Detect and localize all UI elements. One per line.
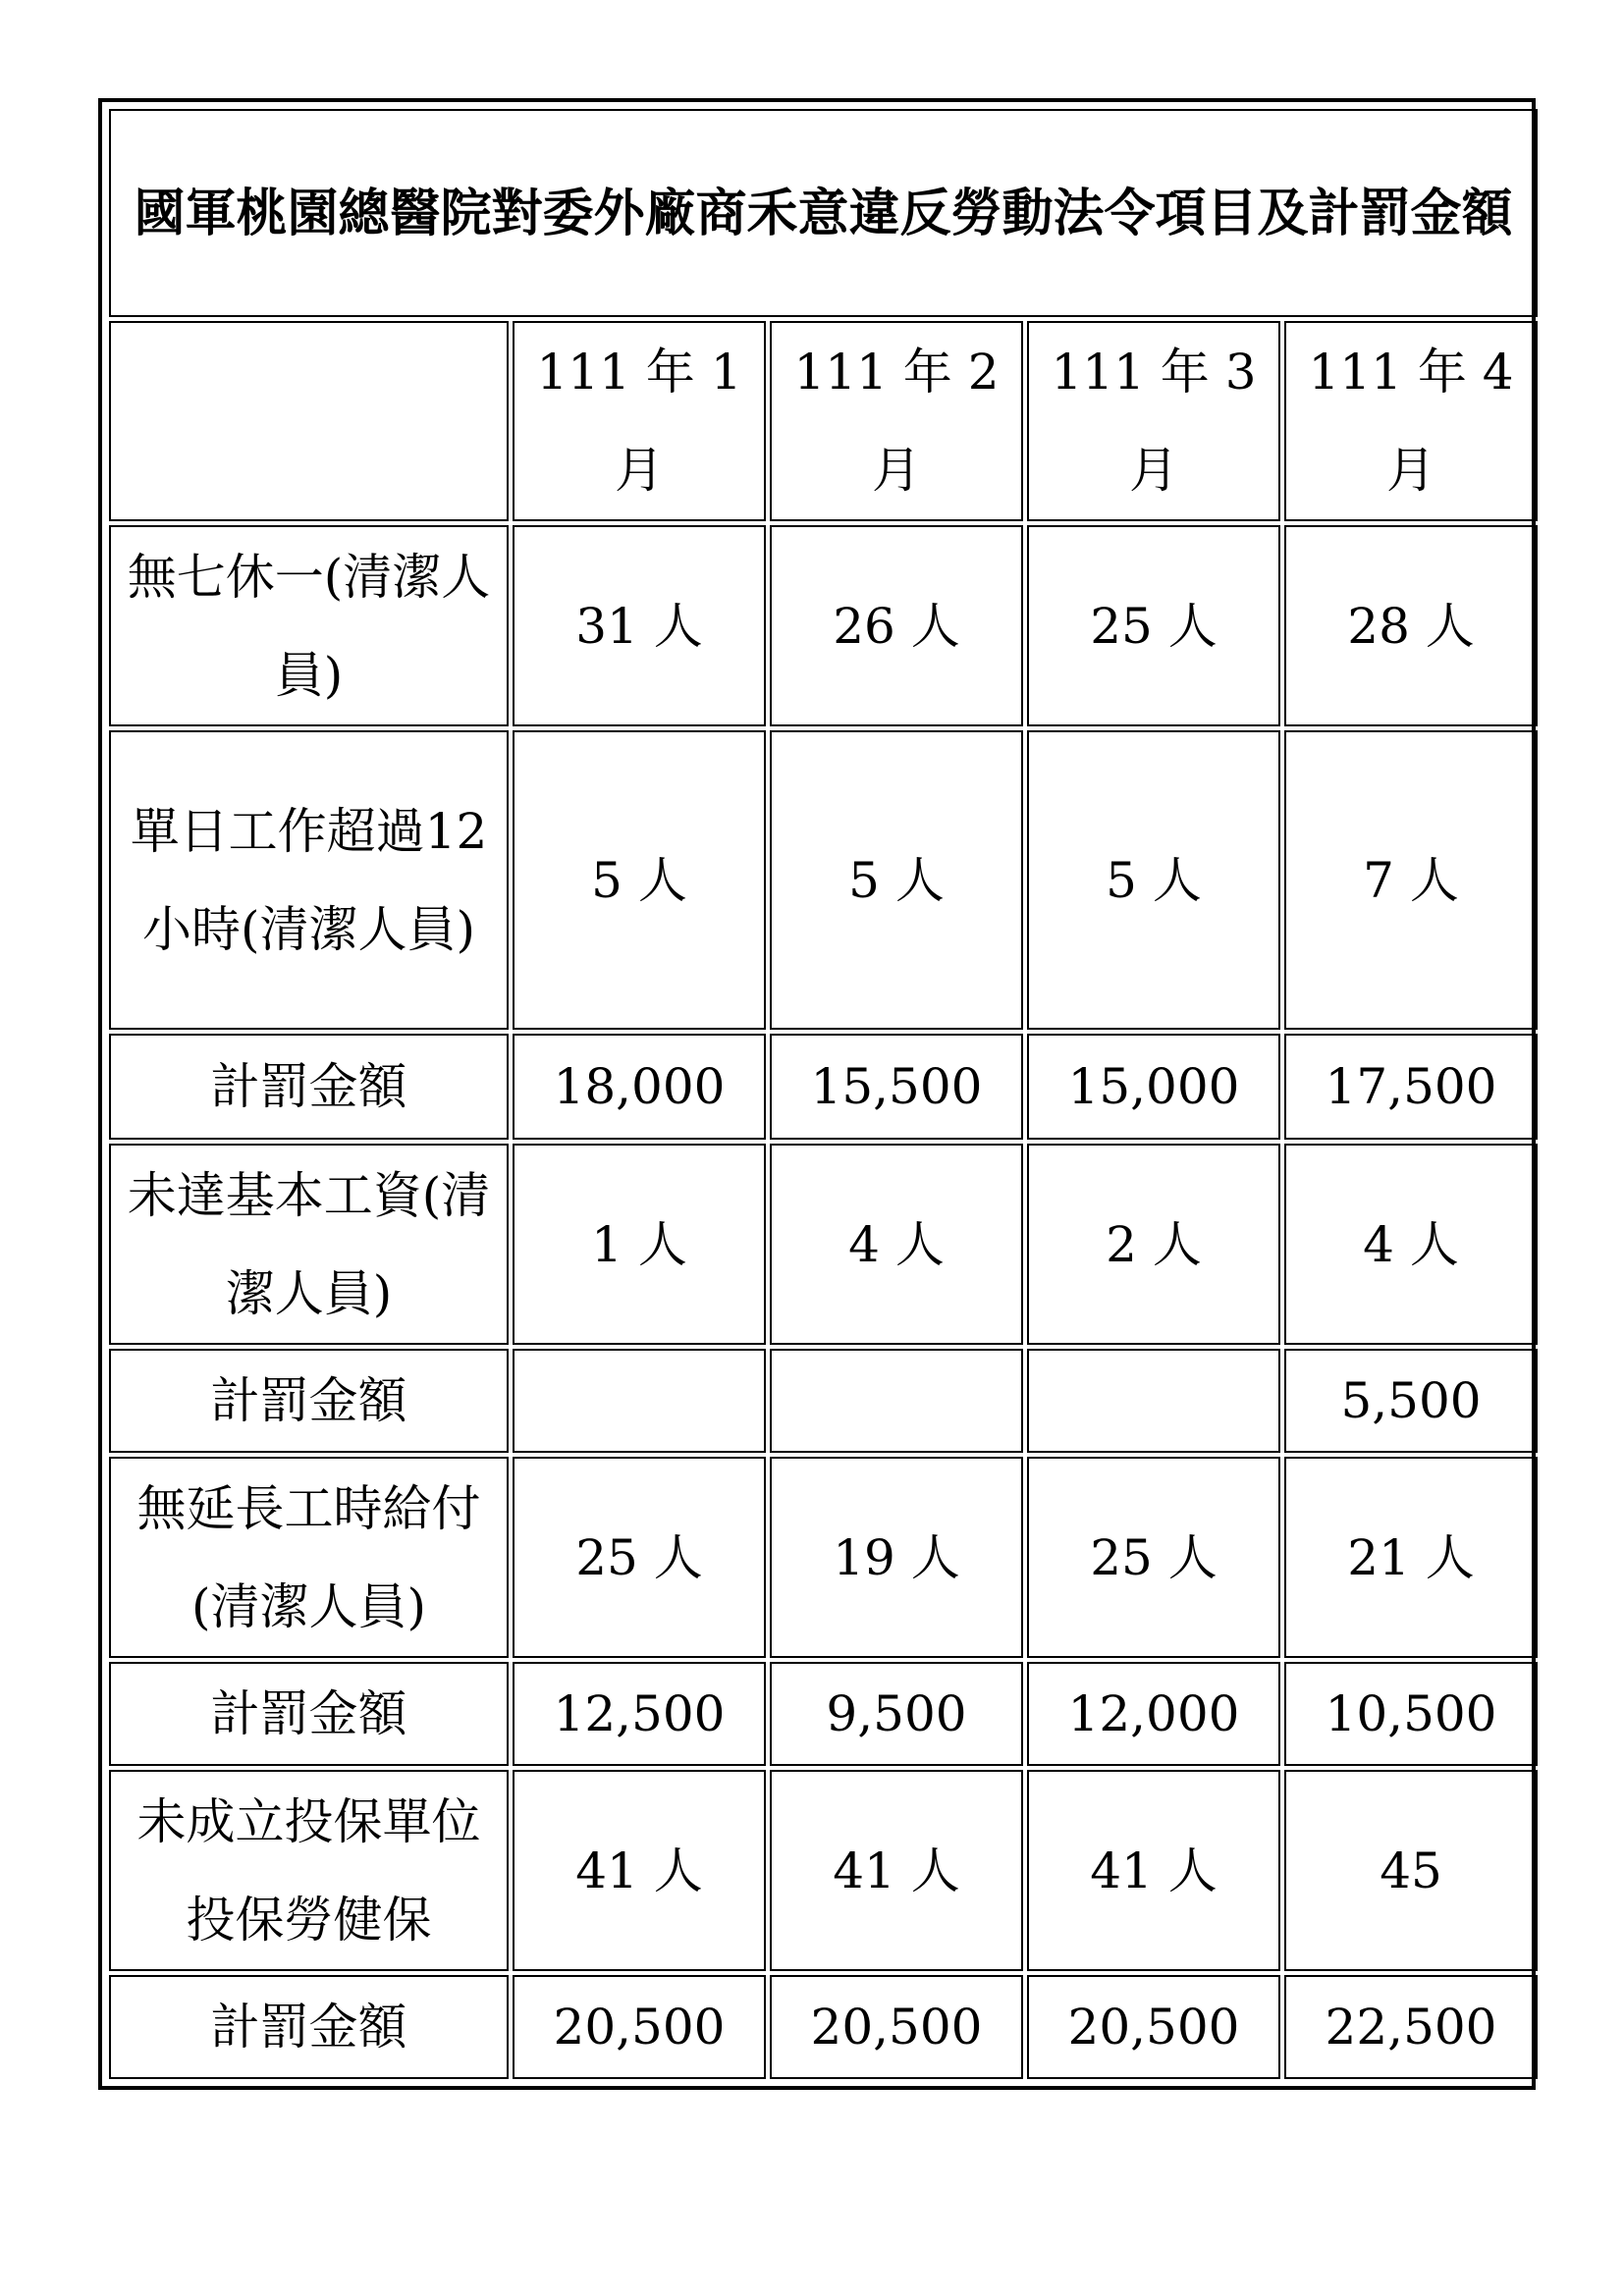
table-cell: 7 人 [1284,730,1538,1030]
table-cell: 5 人 [1027,730,1280,1030]
table-title: 國軍桃園總醫院對委外廠商禾意違反勞動法令項目及計罰金額 [109,109,1538,317]
table-row [109,1975,1538,2079]
row-label: 未達基本工資(清潔人員) [109,1144,509,1345]
document-page [98,98,1536,2090]
table-cell: 12,500 [513,1662,766,1766]
row-label: 計罰金額 [109,1034,509,1140]
table-row [109,1144,1538,1345]
table-row [109,730,1538,1030]
table-cell: 21 人 [1284,1457,1538,1658]
table-cell: 12,000 [1027,1662,1280,1766]
row-label: 計罰金額 [109,1975,509,2079]
table-cell [1027,1349,1280,1453]
table-cell: 4 人 [770,1144,1023,1345]
table-cell: 18,000 [513,1034,766,1140]
table-cell [770,1349,1023,1453]
table-cell: 31 人 [513,525,766,726]
table-cell: 22,500 [1284,1975,1538,2079]
table-cell: 25 人 [1027,525,1280,726]
table-cell: 28 人 [1284,525,1538,726]
row-label: 無延長工時給付(清潔人員) [109,1457,509,1658]
header-cell-corner [109,321,509,521]
header-cell-apr: 111 年 4 月 [1284,321,1538,521]
row-label: 未成立投保單位投保勞健保 [109,1770,509,1971]
table-row [109,1770,1538,1971]
table-cell: 20,500 [770,1975,1023,2079]
table-cell: 15,500 [770,1034,1023,1140]
table-cell: 41 人 [770,1770,1023,1971]
header-cell-feb: 111 年 2 月 [770,321,1023,521]
table-row [109,1034,1538,1140]
table-cell: 17,500 [1284,1034,1538,1140]
table-cell: 20,500 [1027,1975,1280,2079]
row-label: 無七休一(清潔人員) [109,525,509,726]
row-label: 計罰金額 [109,1349,509,1453]
table-cell: 41 人 [513,1770,766,1971]
table-cell: 5,500 [1284,1349,1538,1453]
table-cell: 25 人 [513,1457,766,1658]
table-cell: 41 人 [1027,1770,1280,1971]
table-cell: 45 [1284,1770,1538,1971]
table-cell: 5 人 [770,730,1023,1030]
table-cell: 10,500 [1284,1662,1538,1766]
table-cell: 25 人 [1027,1457,1280,1658]
table-row [109,1349,1538,1453]
table-cell: 15,000 [1027,1034,1280,1140]
table-cell: 19 人 [770,1457,1023,1658]
table-cell: 4 人 [1284,1144,1538,1345]
row-label: 單日工作超過12 小時(清潔人員) [109,730,509,1030]
violation-table [105,105,1542,2083]
table-row [109,1457,1538,1658]
table-cell: 5 人 [513,730,766,1030]
title-row [109,109,1538,317]
table-cell: 1 人 [513,1144,766,1345]
table-cell [513,1349,766,1453]
table-row [109,1662,1538,1766]
row-label: 計罰金額 [109,1662,509,1766]
table-cell: 20,500 [513,1975,766,2079]
table-cell: 9,500 [770,1662,1023,1766]
table-cell: 26 人 [770,525,1023,726]
table-row [109,525,1538,726]
header-cell-jan: 111 年 1 月 [513,321,766,521]
header-cell-mar: 111 年 3 月 [1027,321,1280,521]
header-row [109,321,1538,521]
table-cell: 2 人 [1027,1144,1280,1345]
